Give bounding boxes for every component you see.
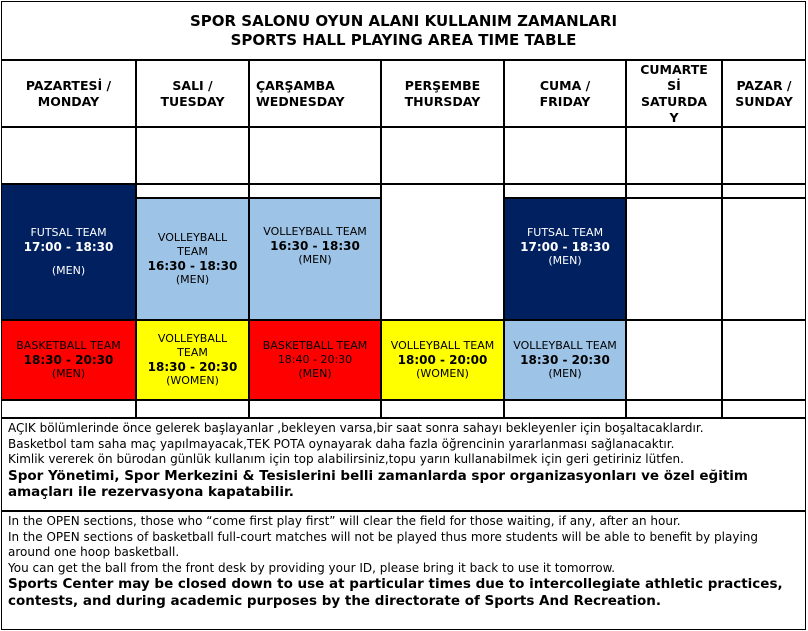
session-monday-futsal	[1, 184, 136, 320]
header-wednesday	[249, 60, 381, 127]
header-friday-tr: CUMA /	[539, 77, 591, 93]
session-time: 17:00 - 18:30	[520, 240, 610, 254]
session-group: (MEN)	[51, 264, 86, 277]
header-thursday-tr: PERŞEMBE	[404, 77, 481, 93]
empty-cell	[249, 400, 381, 418]
empty-cell	[626, 127, 722, 184]
note-en-4: Sports Center may be closed down to use at particular times due to intercollegiate athletic practices, contests, and during academic purposes by the directorate of Sports And Recreation.	[8, 576, 783, 609]
session-team: FUTSAL TEAM	[30, 226, 107, 239]
header-wednesday-en: WEDNESDAY	[256, 93, 345, 109]
session-group: (MEN)	[298, 367, 332, 380]
session-time: 18:30 - 20:30	[23, 353, 114, 367]
session-team: VOLLEYBALL	[157, 231, 228, 244]
header-saturday-tr2: Sİ	[667, 77, 681, 93]
session-monday-basketball	[1, 320, 136, 400]
header-thursday-en: THURSDAY	[404, 93, 481, 109]
note-en-3: You can get the ball from the front desk by providing your ID, please bring it back to use it tomorrow.	[8, 560, 616, 575]
session-team: FUTSAL TEAM	[526, 226, 604, 239]
session-team: VOLLEYBALL TEAM	[263, 225, 367, 238]
session-group: (WOMEN)	[166, 374, 219, 387]
header-monday-tr: PAZARTESİ /	[25, 77, 112, 93]
session-wednesday-basketball	[249, 320, 381, 400]
session-time: 18:40 - 20:30	[277, 353, 353, 366]
header-saturday-en2: Y	[669, 109, 679, 125]
empty-cell	[381, 127, 504, 184]
header-thursday	[381, 60, 504, 127]
header-tuesday-en: TUESDAY	[160, 93, 225, 109]
empty-cell	[722, 198, 806, 320]
empty-cell	[626, 198, 722, 320]
empty-cell	[722, 400, 806, 418]
session-time: 17:00 - 18:30	[23, 240, 114, 254]
session-friday-futsal	[504, 198, 626, 320]
empty-cell	[504, 127, 626, 184]
session-group: (MEN)	[548, 367, 582, 380]
notes-english	[1, 511, 806, 630]
note-tr-2: Basketbol tam saha maç yapılmayacak,TEK POTA oynayarak daha fazla öğrencinin yararlanması sağlanacaktır.	[8, 436, 675, 451]
session-group: (MEN)	[298, 253, 332, 266]
header-friday-en: FRIDAY	[539, 93, 591, 109]
header-friday	[504, 60, 626, 127]
session-tuesday-volleyball-women	[136, 320, 249, 400]
empty-cell	[381, 400, 504, 418]
empty-cell	[626, 184, 722, 198]
empty-cell	[626, 320, 722, 400]
header-monday	[1, 60, 136, 127]
note-en-1: In the OPEN sections, those who “come first play first” will clear the field for those waiting, if any, after an hour.	[8, 514, 681, 528]
session-group: (MEN)	[548, 254, 582, 267]
session-time: 18:00 - 20:00	[397, 353, 488, 367]
page-title	[1, 1, 806, 60]
session-team: VOLLEYBALL TEAM	[390, 339, 495, 352]
empty-cell	[136, 184, 249, 198]
empty-cell	[722, 184, 806, 198]
empty-cell	[504, 400, 626, 418]
title-en: SPORTS HALL PLAYING AREA TIME TABLE	[230, 31, 577, 49]
session-team-2: TEAM	[177, 245, 208, 258]
note-tr-1: AÇIK bölümlerinde önce gelerek başlayanlar ,bekleyen varsa,bir saat sonra sahayı bekleyenler için boşaltacaklardır.	[8, 421, 704, 435]
empty-cell	[722, 127, 806, 184]
session-team: VOLLEYBALL TEAM	[513, 339, 617, 352]
session-thursday-volleyball	[381, 320, 504, 400]
empty-cell	[249, 184, 381, 198]
header-wednesday-tr: ÇARŞAMBA	[256, 77, 335, 93]
header-sunday-en: SUNDAY	[735, 93, 793, 109]
session-time: 16:30 - 18:30	[270, 239, 360, 253]
session-wednesday-volleyball	[249, 198, 381, 320]
empty-cell	[1, 127, 136, 184]
session-team: BASKETBALL TEAM	[16, 339, 121, 352]
empty-cell	[381, 184, 504, 320]
session-tuesday-volleyball	[136, 198, 249, 320]
empty-cell	[136, 127, 249, 184]
note-tr-4: Spor Yönetimi, Spor Merkezini & Tesislerini belli zamanlarda spor organizasyonları ve özel eğitim amaçları ile rezervasyona kapatabilir.	[8, 467, 748, 500]
session-time: 18:30 - 20:30	[520, 353, 610, 367]
notes-turkish	[1, 418, 806, 511]
empty-cell	[504, 184, 626, 198]
session-time: 16:30 - 18:30	[147, 259, 238, 273]
session-team: BASKETBALL TEAM	[262, 339, 368, 352]
empty-cell	[1, 400, 136, 418]
header-saturday-en: SATURDA	[640, 93, 708, 109]
session-group: (MEN)	[175, 273, 210, 286]
session-group: (MEN)	[51, 367, 86, 380]
header-saturday	[626, 60, 722, 127]
empty-cell	[722, 320, 806, 400]
session-time: 18:30 - 20:30	[147, 360, 238, 374]
empty-cell	[626, 400, 722, 418]
header-tuesday-tr: SALI /	[172, 77, 213, 93]
header-sunday-tr: PAZAR /	[736, 77, 792, 93]
header-saturday-tr: CUMARTE	[640, 61, 708, 77]
note-tr-3: Kimlik vererek ön bürodan günlük kullanım için top alabilirsiniz,topu yarın kullanabilmek için geri getiriniz lütfen.	[8, 452, 684, 466]
session-team-2: TEAM	[177, 346, 208, 359]
header-sunday	[722, 60, 806, 127]
note-en-2: In the OPEN sections of basketball full-court matches will not be played thus more students will be able to benefit by playing around one hoop basketball.	[8, 529, 759, 559]
session-group: (WOMEN)	[416, 367, 469, 380]
session-team: VOLLEYBALL	[157, 332, 228, 345]
session-friday-volleyball	[504, 320, 626, 400]
header-monday-en: MONDAY	[37, 93, 100, 109]
empty-cell	[249, 127, 381, 184]
header-tuesday	[136, 60, 249, 127]
title-tr: SPOR SALONU OYUN ALANI KULLANIM ZAMANLARI	[189, 12, 618, 30]
empty-cell	[136, 400, 249, 418]
